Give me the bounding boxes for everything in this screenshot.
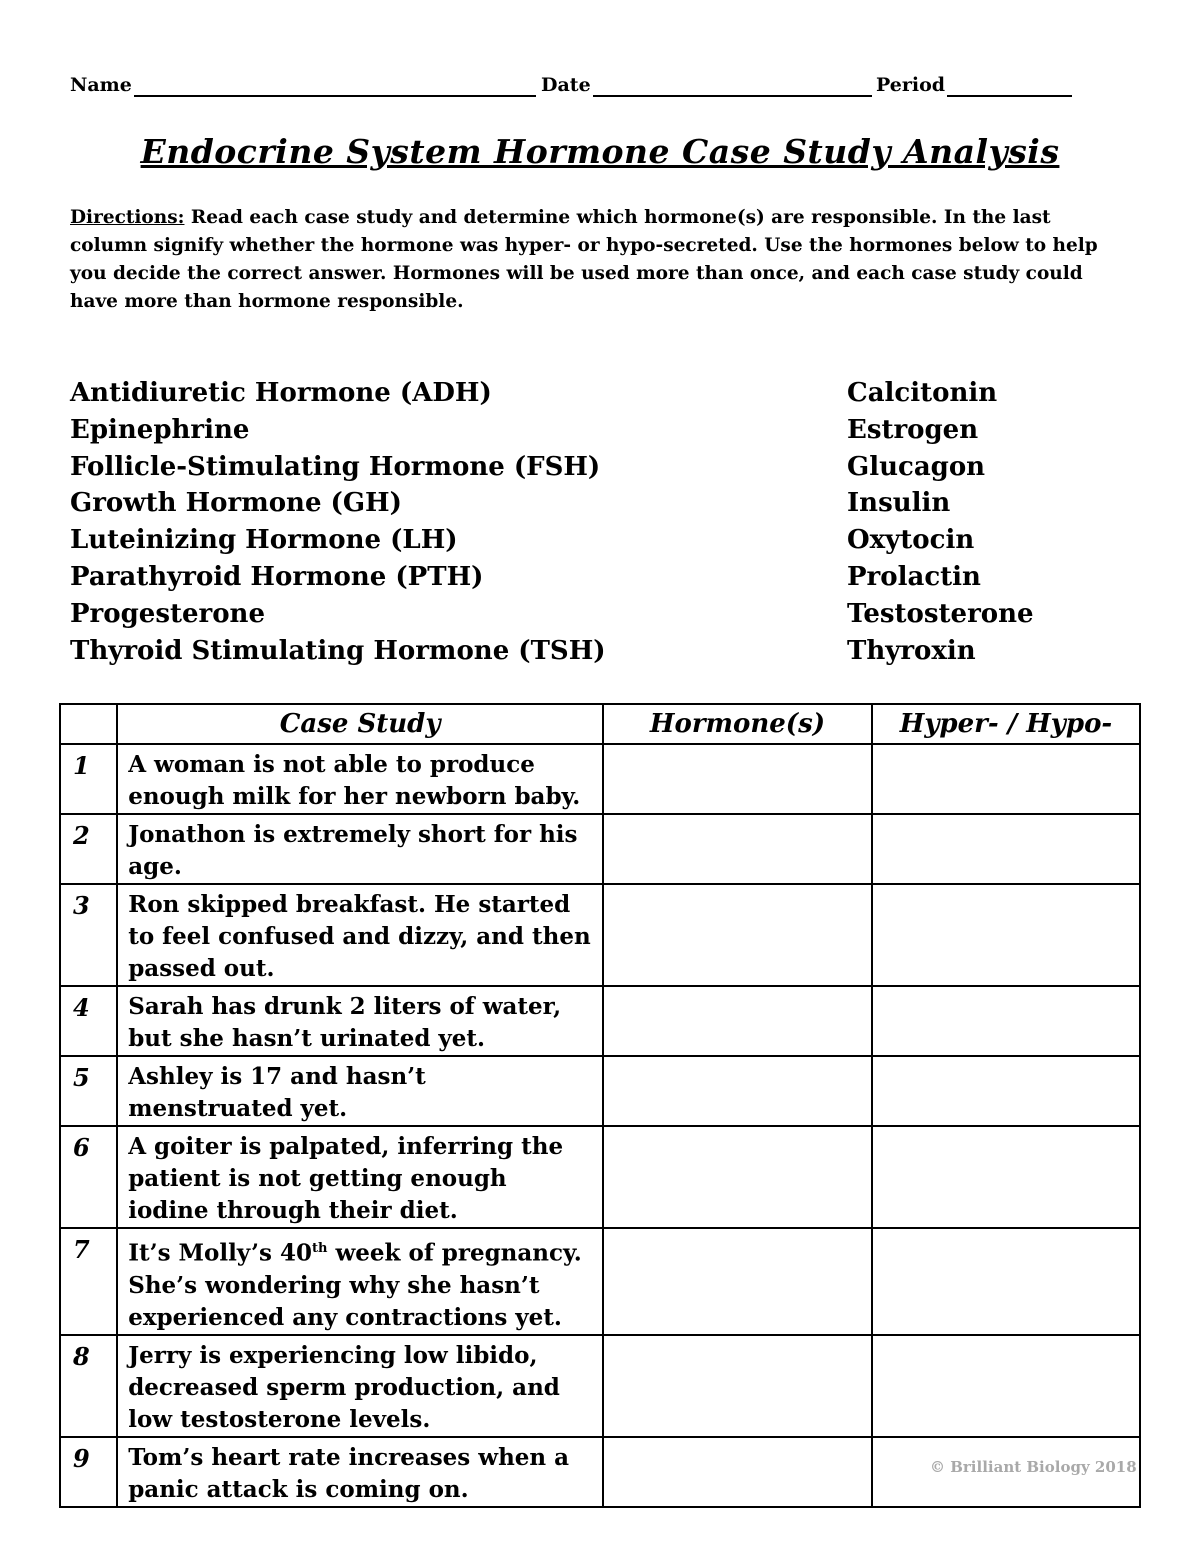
hormone-item: Oxytocin xyxy=(847,525,975,556)
hormone-item: Luteinizing Hormone (LH) xyxy=(70,525,458,556)
hyper-hypo-answer-cell[interactable] xyxy=(872,1056,1140,1126)
hyper-hypo-answer-cell[interactable] xyxy=(872,986,1140,1056)
case-description: Tom’s heart rate increases when a panic attack is coming on. xyxy=(117,1437,603,1507)
hormone-item: Parathyroid Hormone (PTH) xyxy=(70,561,484,592)
hyper-hypo-answer-cell[interactable] xyxy=(872,1228,1140,1335)
hormone-item: Prolactin xyxy=(847,561,981,592)
directions-text: Read each case study and determine which hormone(s) are responsible. In the last column signify whether the hormone was hyper- or hypo-secreted. Use the hormones below to help you decide the correct answer. Hormones will be used more than once, and each case study could have more than hormone responsible. xyxy=(70,207,1098,312)
directions-label: Directions: xyxy=(70,207,185,228)
page-title: Endocrine System Hormone Case Study Analysis xyxy=(140,132,1060,171)
case-number: 1 xyxy=(60,744,117,814)
header-hyper-hypo: Hyper- / Hypo- xyxy=(872,704,1140,744)
case-description: Ashley is 17 and hasn’t menstruated yet. xyxy=(117,1056,603,1126)
header-case-study: Case Study xyxy=(117,704,603,744)
hormone-list-right xyxy=(847,375,1034,669)
hormone-item: Follicle-Stimulating Hormone (FSH) xyxy=(70,451,601,482)
hormone-answer-cell[interactable] xyxy=(603,744,872,814)
case-number: 2 xyxy=(60,814,117,884)
table-row xyxy=(60,884,1140,986)
hyper-hypo-answer-cell[interactable] xyxy=(872,884,1140,986)
hormone-answer-cell[interactable] xyxy=(603,1335,872,1437)
case-number: 9 xyxy=(60,1437,117,1507)
hyper-hypo-answer-cell[interactable] xyxy=(872,744,1140,814)
case-description xyxy=(117,1228,603,1335)
period-label: Period xyxy=(876,74,946,96)
hormone-answer-cell[interactable] xyxy=(603,1126,872,1228)
table-row xyxy=(60,814,1140,884)
table-row xyxy=(60,1056,1140,1126)
case-text-part: It’s Molly’s 40 xyxy=(128,1239,313,1267)
hormone-list-left xyxy=(70,375,606,669)
hormone-item: Testosterone xyxy=(847,598,1034,629)
case-number: 6 xyxy=(60,1126,117,1228)
hormone-answer-cell[interactable] xyxy=(603,1056,872,1126)
ordinal-suffix: th xyxy=(312,1241,328,1256)
hormone-answer-cell[interactable] xyxy=(603,986,872,1056)
hyper-hypo-answer-cell[interactable] xyxy=(872,1126,1140,1228)
case-text-part: week of pregnancy. She’s wondering why she hasn’t experienced any contractions yet. xyxy=(128,1239,582,1331)
table-row xyxy=(60,1228,1140,1335)
name-label: Name xyxy=(70,74,132,96)
case-number: 4 xyxy=(60,986,117,1056)
hormone-answer-cell[interactable] xyxy=(603,884,872,986)
hormone-item: Estrogen xyxy=(847,414,979,445)
case-description: A goiter is palpated, inferring the patient is not getting enough iodine through their diet. xyxy=(117,1126,603,1228)
case-description: A woman is not able to produce enough milk for her newborn baby. xyxy=(117,744,603,814)
table-row xyxy=(60,1126,1140,1228)
hormone-item: Calcitonin xyxy=(847,378,998,408)
table-header-row xyxy=(60,704,1140,744)
case-number: 5 xyxy=(60,1056,117,1126)
case-description: Jonathon is extremely short for his age. xyxy=(117,814,603,884)
case-description: Ron skipped breakfast. He started to feel confused and dizzy, and then passed out. xyxy=(117,884,603,986)
hormone-answer-cell[interactable] xyxy=(603,814,872,884)
case-description: Jerry is experiencing low libido, decreased sperm production, and low testosterone levels. xyxy=(117,1335,603,1437)
hormone-answer-cell[interactable] xyxy=(603,1228,872,1335)
table-row xyxy=(60,1335,1140,1437)
directions-paragraph xyxy=(70,204,1130,316)
hormone-item: Insulin xyxy=(847,488,951,519)
case-number: 8 xyxy=(60,1335,117,1437)
header-number xyxy=(60,704,117,744)
hormone-answer-cell[interactable] xyxy=(603,1437,872,1507)
hyper-hypo-answer-cell[interactable] xyxy=(872,814,1140,884)
hormone-item: Antidiuretic Hormone (ADH) xyxy=(70,378,492,408)
date-label: Date xyxy=(541,74,591,96)
hormone-item: Glucagon xyxy=(847,451,986,482)
period-field-line[interactable] xyxy=(947,95,1072,97)
hyper-hypo-answer-cell[interactable] xyxy=(872,1335,1140,1437)
case-number: 7 xyxy=(60,1228,117,1335)
header-hormones: Hormone(s) xyxy=(603,704,872,744)
date-field-line[interactable] xyxy=(593,95,872,97)
hormone-item: Epinephrine xyxy=(70,414,250,445)
case-number: 3 xyxy=(60,884,117,986)
hormone-item: Progesterone xyxy=(70,598,265,629)
table-row xyxy=(60,744,1140,814)
copyright-notice: © Brilliant Biology 2018 xyxy=(930,1458,1137,1476)
case-study-table xyxy=(59,703,1141,1508)
case-description: Sarah has drunk 2 liters of water, but she hasn’t urinated yet. xyxy=(117,986,603,1056)
hormone-item: Thyroxin xyxy=(847,635,976,666)
name-field-line[interactable] xyxy=(134,95,536,97)
student-info-header xyxy=(70,74,1080,100)
hormone-item: Growth Hormone (GH) xyxy=(70,488,402,519)
hormone-item: Thyroid Stimulating Hormone (TSH) xyxy=(70,635,606,666)
table-row xyxy=(60,986,1140,1056)
